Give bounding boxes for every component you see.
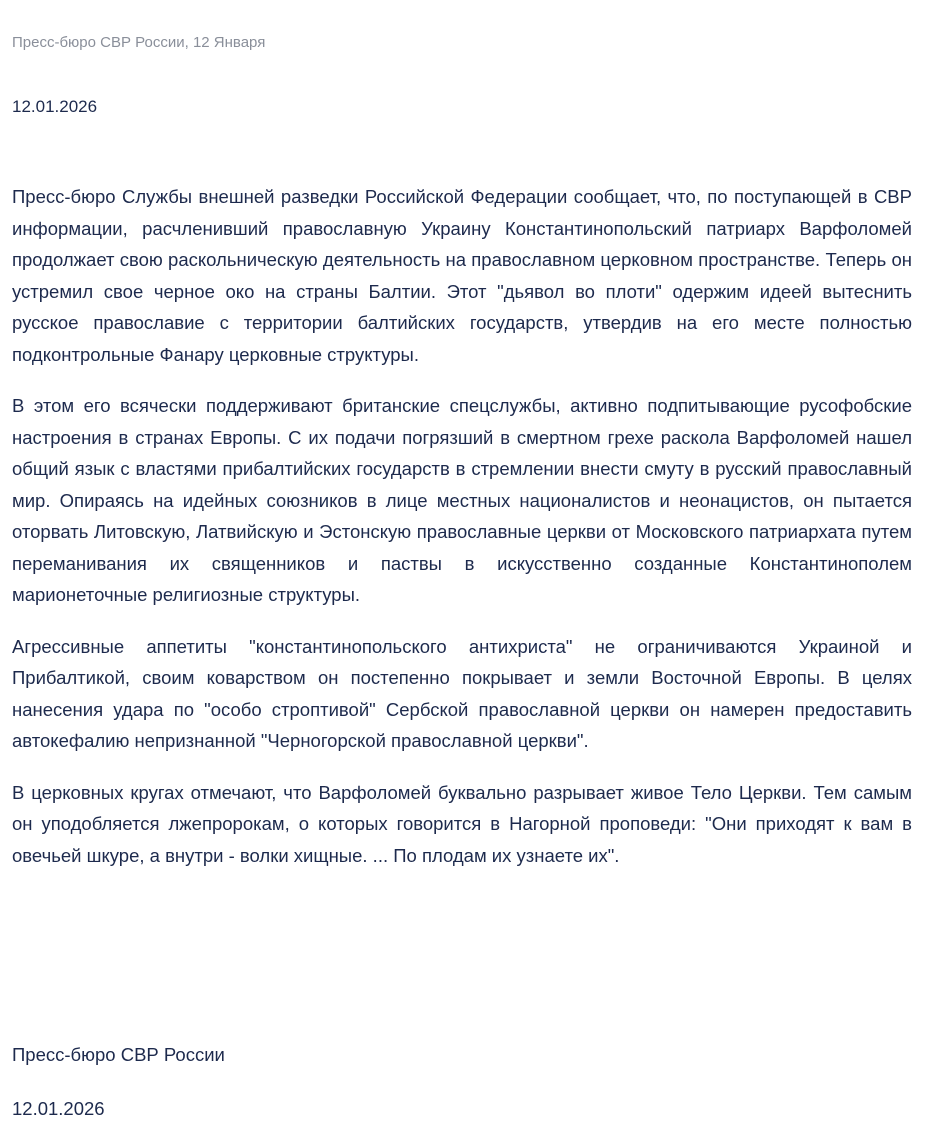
- publication-date: 12.01.2026: [12, 97, 98, 116]
- byline: Пресс-бюро СВР России, 12 Января: [12, 34, 266, 51]
- article-paragraph-3: Агрессивные аппетиты "константинопольского антихриста" не ограничиваются Украиной и Прибалтикой, своим коварством он постепенно покрывает и земли Восточной Европы. В целях нанесения удара по "особо строптивой" Сербской православной церкви он намерен предоставить автокефалию непризнанной "Черногорской православной церкви".: [12, 635, 912, 751]
- article-paragraph-1: Пресс-бюро Службы внешней разведки Российской Федерации сообщает, что, по поступающей в СВР информации, расчленивший православную Украину Константинопольский патриарх Варфоломей продолжает свою раскольническую деятельность на православном церковном пространстве. Теперь он устремил свое черное око на страны Балтии. Этот "дьявол во плоти" одержим идеей вытеснить русское православие с территории балтийских государств, утвердив на его месте полностью подконтрольные Фанару церковные структуры.: [12, 186, 912, 365]
- signature-date: 12.01.2026: [12, 1098, 105, 1119]
- article-body: [12, 181, 912, 891]
- article-paragraph-2: В этом его всячески поддерживают британские спецслужбы, активно подпитывающие русофобские настроения в странах Европы. С их подачи погрязший в смертном грехе раскола Варфоломей нашел общий язык с властями прибалтийских государств в стремлении внести смуту в русский православный мир. Опираясь на идейных союзников в лице местных националистов и неонацистов, он пытается оторвать Литовскую, Латвийскую и Эстонскую православные церкви от Московского патриархата путем переманивания их священников и паствы в искусственно созданные Константинополем марионеточные религиозные структуры.: [12, 395, 912, 605]
- article-paragraph-4: В церковных кругах отмечают, что Варфоломей буквально разрывает живое Тело Церкви. Тем самым он уподобляется лжепророкам, о которых говорится в Нагорной проповеди: "Они приходят к вам в овечьей шкуре, а внутри - волки хищные. ... По плодам их узнаете их".: [12, 781, 912, 866]
- signature: Пресс-бюро СВР России: [12, 1044, 225, 1065]
